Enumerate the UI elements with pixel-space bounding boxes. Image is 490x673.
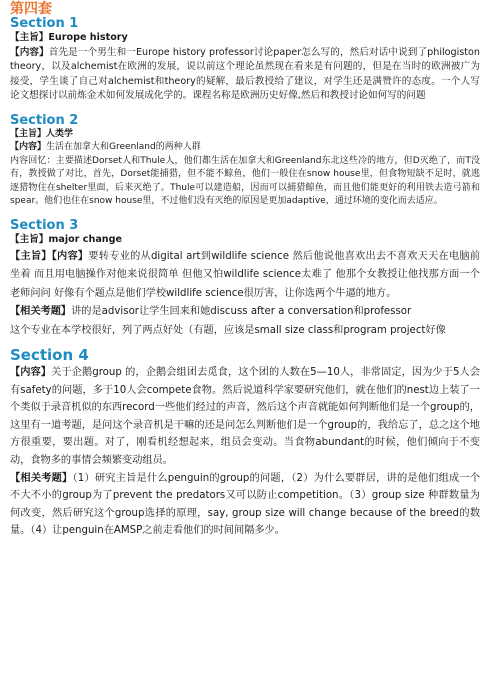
section-2-detail: 内容回忆：主要描述Dorset人和Thule人，他们都生活在加拿大和Greenland东北这些冷的地方，但D灭绝了，而T没有，教授做了对比，首先，Dorset能捕猎，但不能不鲸鱼，他们一般住在snow house里，但食物短缺不足时，就逃逐猎物住在shelter里面，后来灭绝了。Thule可以建造船，因而可以捕猎鲸鱼，而且他们能更好的利用铁去造弓箭和spear。他们也住在snow house里，不过他们没有灭绝的原因是更加adaptive，通过环境的变化而去适应。 bbox=[10, 155, 480, 206]
section-4-heading: Section 4 bbox=[10, 346, 89, 365]
theme-label: 【主旨】 bbox=[10, 32, 49, 43]
content-text: 要转专业的从digital art到wildlife science 然后他说他喜欢出去不喜欢天天在电脑前坐着 而且用电脑操作对他来说很简单 但他又怕wildlife science太难了 他那个女教授让他找那方面一个老师问问 好像有个题点是他们学校wildlife science很厉害，让你选两个牛逼的地方。 bbox=[10, 251, 480, 299]
section-1-content bbox=[10, 46, 480, 104]
theme-label: 【主旨】 bbox=[10, 234, 49, 246]
question-label: 【相关考题】 bbox=[10, 306, 72, 318]
content-label: 【内容】 bbox=[10, 367, 52, 379]
section-3-heading: Section 3 bbox=[10, 218, 79, 234]
theme-text: major change bbox=[48, 234, 122, 246]
section-4-question bbox=[10, 470, 480, 540]
content-label: 【内容】 bbox=[10, 142, 47, 153]
section-3-theme bbox=[10, 233, 480, 248]
question-text: （1）研究主旨是什么penguin的group的问题，（2）为什么要群居，讲的是他们组成一个不大不小的group为了prevent the predators又可以防止competition。（3）group size 种群数量为何改变，然后研究这个group选择的原理，say, group size will change because of the breed的数量。（4）让penguin在AMSP之前走看他们的时间间隔多少。 bbox=[10, 472, 481, 537]
question-text: 讲的是advisor让学生回来和她discuss after a conversation和professor bbox=[71, 306, 412, 318]
set-title: 第四套 bbox=[10, 1, 52, 17]
content-label: 【内容】 bbox=[10, 46, 49, 58]
section-2-heading: Section 2 bbox=[10, 112, 79, 128]
section-3-question-2: 这个专业在本学校很好，列了两点好处（有题，应该是small size class和program project好像 bbox=[10, 324, 446, 336]
section-1-theme bbox=[10, 31, 480, 46]
question-label: 【相关考题】 bbox=[10, 472, 73, 484]
section-3-question bbox=[10, 303, 480, 321]
section-3-content bbox=[10, 248, 480, 303]
section-2-content bbox=[10, 141, 480, 154]
content-label: 【主旨】【内容】 bbox=[10, 251, 89, 262]
section-1-heading: Section 1 bbox=[10, 16, 79, 31]
content-text: 关于企鹅group 的，企鹅会组团去觅食，这个团的人数在5—10人，非常固定，因为少于5人会有safety的问题，多于10人会compete食物。然后说道科学家要研究他们，就在他们的nest边上装了一个类似于录音机似的东西record一些他们经过的声音，然后这个声音就能如何判断他们是一个group的，这里有一道考题，是问这个录音机是干嘛的还是问怎么判断他们是一个group的，我给忘了，总之这个地方很重要，要出题。对了，刚看机经想起来，组员会变动。当食物abundant的时候，他们倾向于不变动，食物多的事情会频繁变动组员。 bbox=[10, 367, 481, 466]
section-4-content bbox=[10, 364, 480, 470]
theme-text: 人类学 bbox=[46, 128, 74, 139]
content-text: 首先是一个男生和一Europe history professor讨论paper怎么写的，然后对话中说到了philogiston theory，以及alchemist在欧洲的发展，说以前这个理论虽然现在看来是有问题的，但是在当时的欧洲被广为接受，学生谈了自己对alchemist和theory的疑解，最后教授给了建议，对学生还是满赞许的态度。一个人写论文想探讨以前炼金术如何发展成化学的。课程名称是欧洲历史好像,然后和教授讨论如何写的问题 bbox=[10, 46, 481, 102]
theme-label: 【主旨】 bbox=[10, 128, 47, 139]
content-text: 生活在加拿大和Greenland的两种人群 bbox=[46, 142, 201, 153]
section-2-theme bbox=[10, 128, 480, 141]
theme-text: Europe history bbox=[48, 32, 128, 43]
